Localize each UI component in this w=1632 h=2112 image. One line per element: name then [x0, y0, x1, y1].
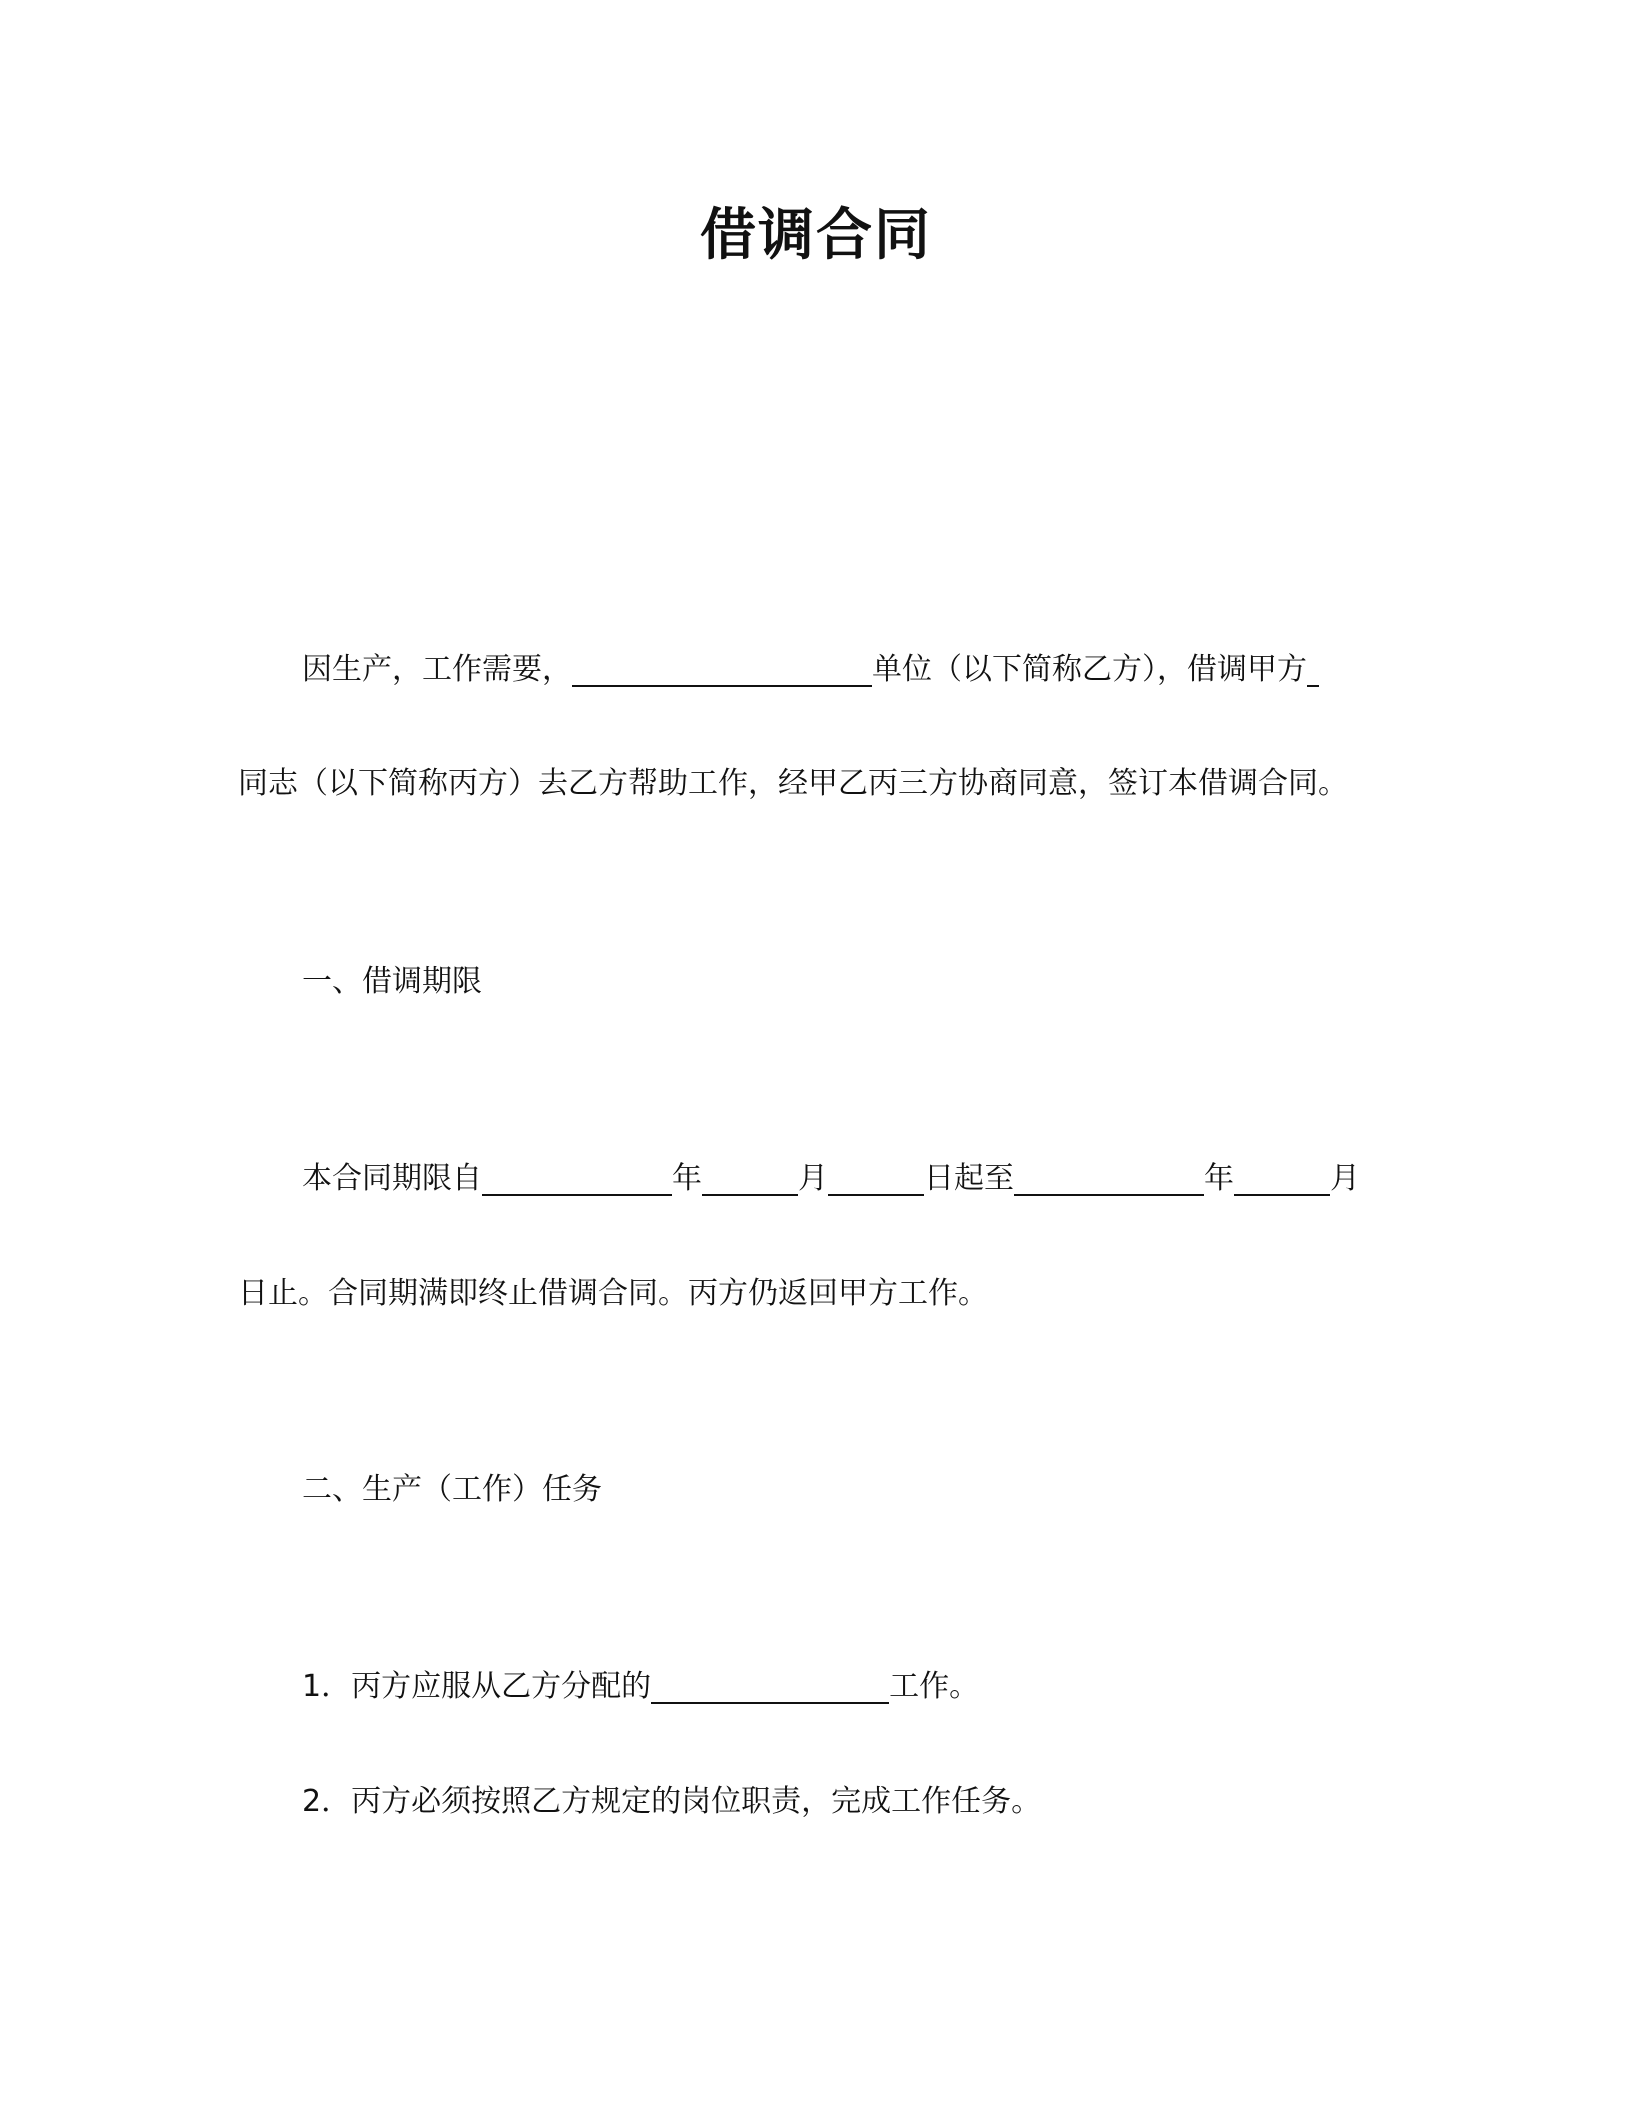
task-item-2-number: 2． [302, 1784, 352, 1819]
end-month-label: 月 [1330, 1161, 1360, 1196]
intro-text-b: 单位（以下简称乙方），借调甲方 [872, 652, 1307, 687]
task-item-2-text: 丙方必须按照乙方规定的岗位职责，完成工作任务。 [351, 1784, 1042, 1819]
term-line-1 [302, 1157, 1360, 1201]
end-year-blank [1014, 1162, 1204, 1196]
document-title: 借调合同 [700, 203, 932, 268]
task-item-1-number: 1． [302, 1669, 352, 1704]
section-1-heading: 一、借调期限 [302, 964, 482, 999]
person-name-blank [1307, 653, 1319, 687]
end-month-blank [1234, 1162, 1330, 1196]
start-year-blank [482, 1162, 672, 1196]
intro-line-2: 同志（以下简称丙方）去乙方帮助工作，经甲乙丙三方协商同意，签订本借调合同。 [238, 766, 1348, 801]
start-month-blank [702, 1162, 798, 1196]
task-item-1 [302, 1665, 979, 1709]
start-day-label: 日起至 [924, 1161, 1014, 1196]
term-line-2: 日止。合同期满即终止借调合同。丙方仍返回甲方工作。 [238, 1276, 988, 1311]
start-day-blank [828, 1162, 924, 1196]
end-year-label: 年 [1204, 1161, 1234, 1196]
task-item-2 [302, 1780, 1041, 1824]
assigned-work-blank [651, 1670, 889, 1704]
section-2-heading: 二、生产（工作）任务 [302, 1472, 602, 1507]
start-month-label: 月 [798, 1161, 828, 1196]
intro-text-a: 因生产，工作需要， [302, 652, 572, 687]
task-item-1-text-a: 丙方应服从乙方分配的 [351, 1669, 652, 1704]
task-item-1-text-b: 工作。 [889, 1669, 980, 1704]
start-year-label: 年 [672, 1161, 702, 1196]
intro-line-1 [302, 648, 1319, 692]
unit-name-blank [572, 653, 872, 687]
term-text-from: 本合同期限自 [302, 1161, 482, 1196]
